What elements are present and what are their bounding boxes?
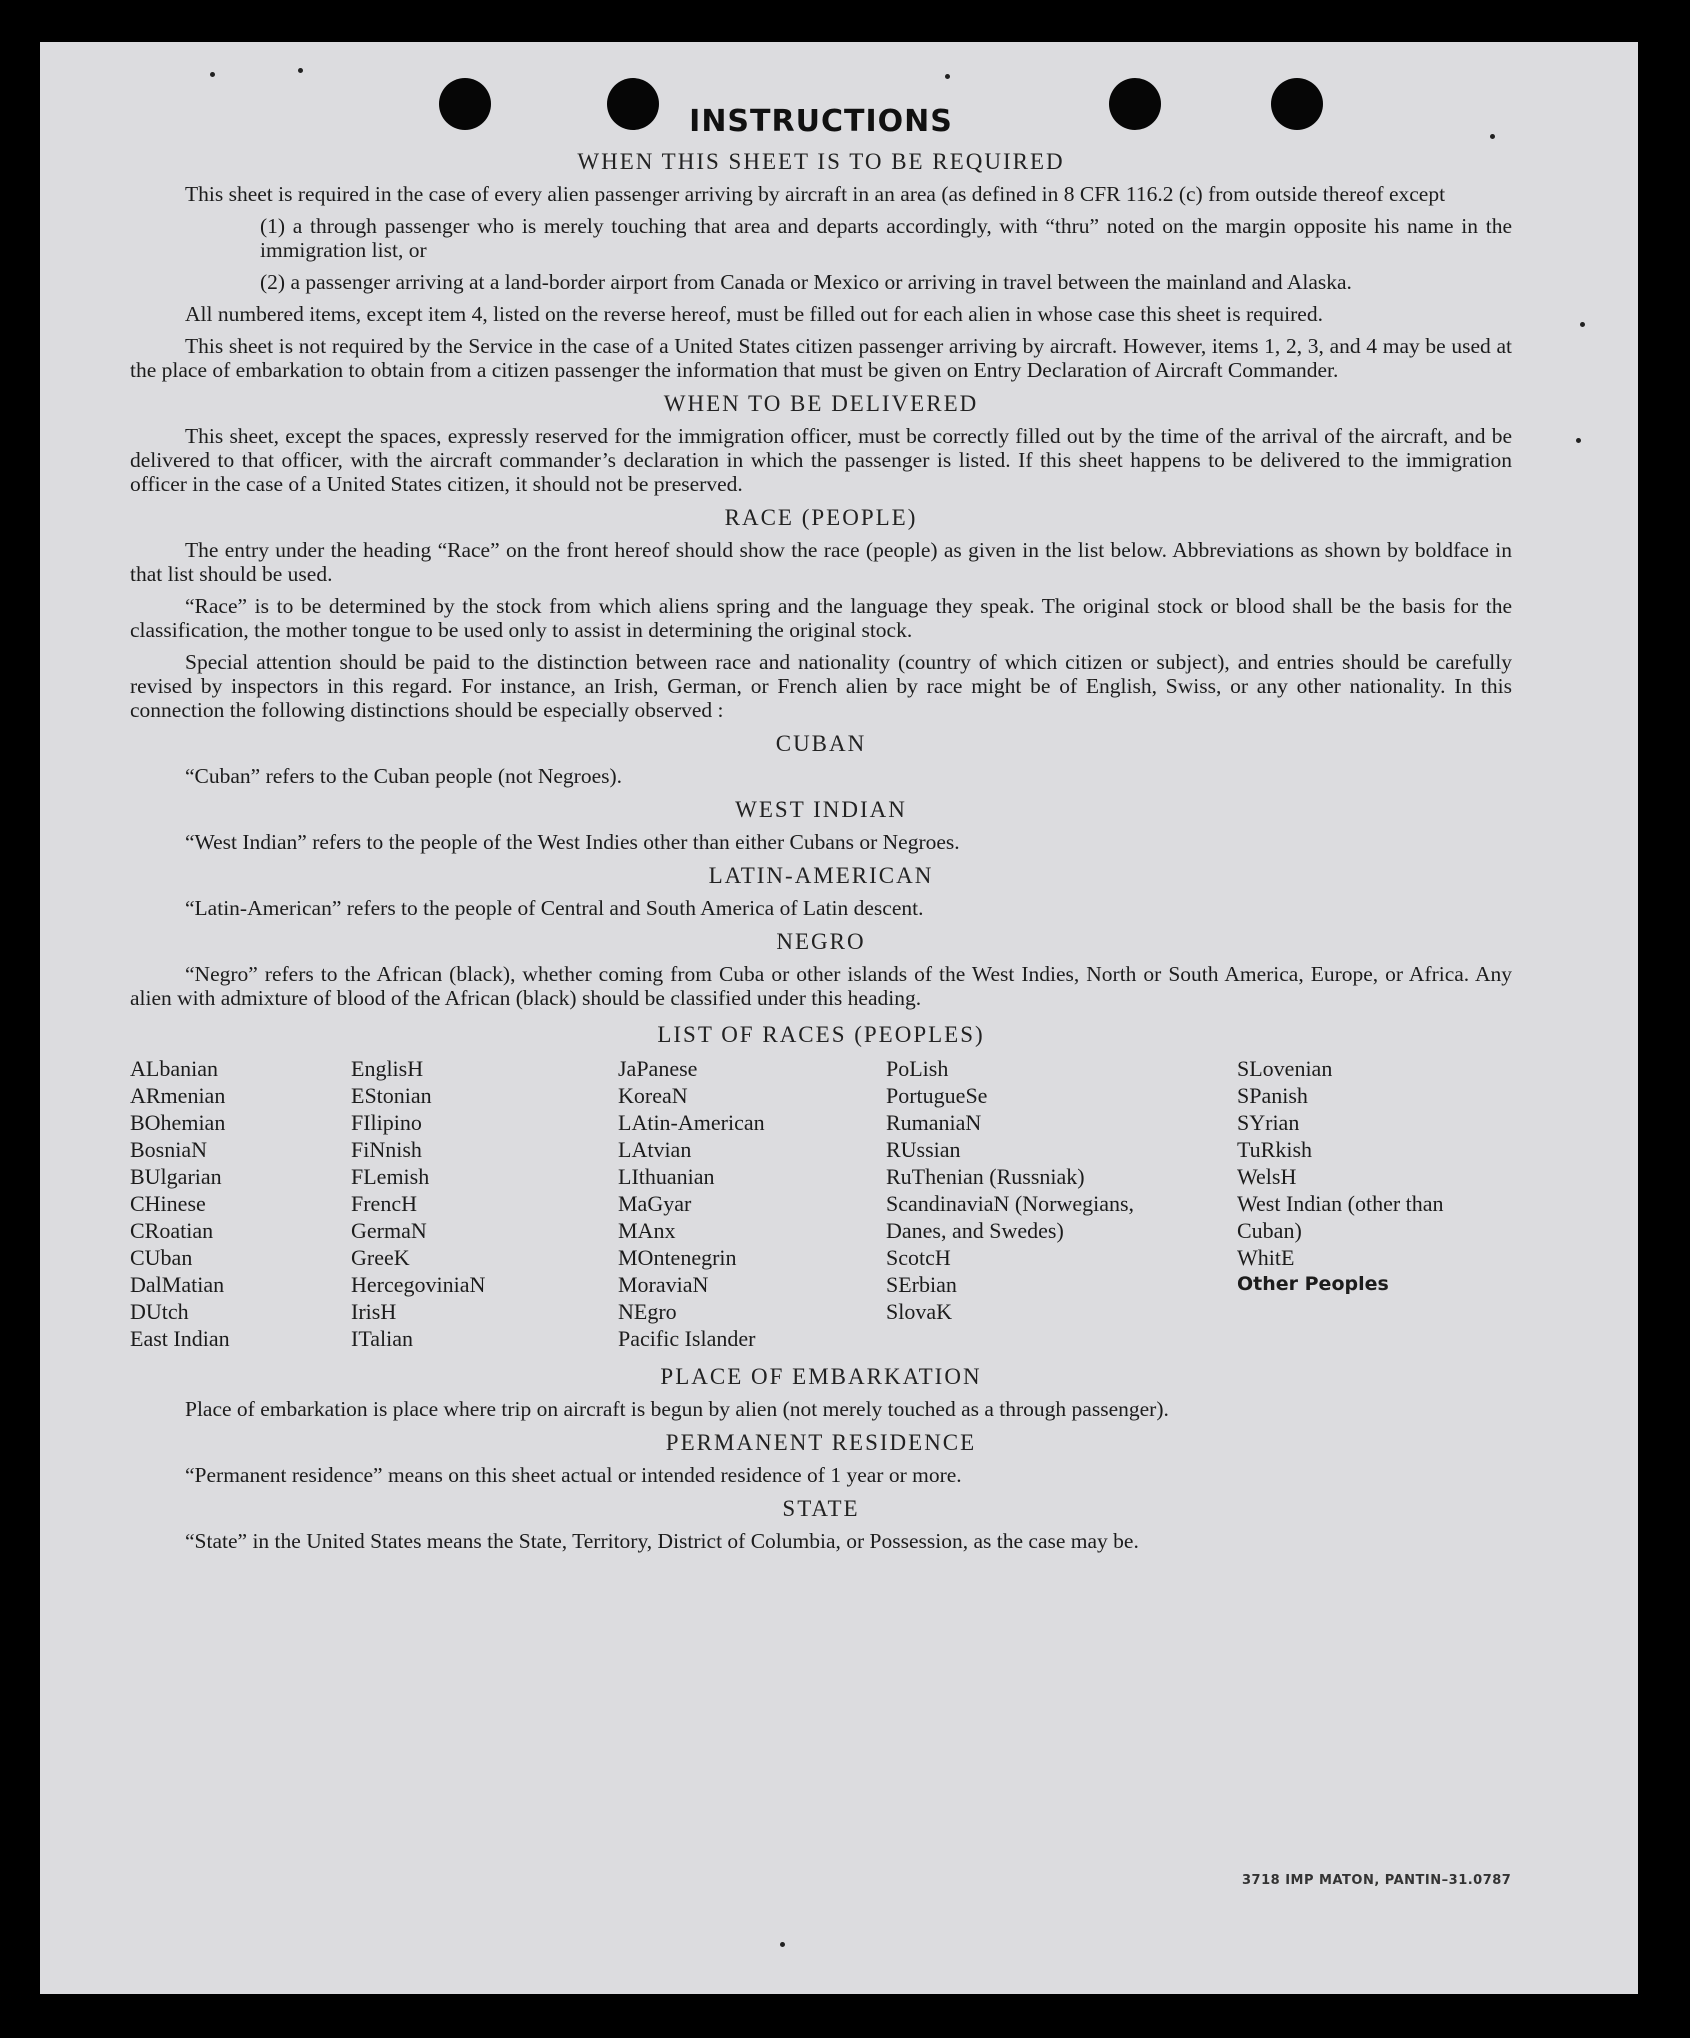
section-heading: WEST INDIAN <box>735 797 907 822</box>
race-item: BOhemian <box>130 1110 226 1135</box>
race-item: Pacific Islander <box>618 1326 756 1351</box>
race-item: MOntenegrin <box>618 1245 737 1270</box>
race-item: WhitE <box>1237 1245 1295 1270</box>
race-item: FLemish <box>351 1164 430 1189</box>
race-column <box>618 1055 886 1352</box>
race-item: ITalian <box>351 1326 413 1351</box>
race-item: FiNnish <box>351 1137 422 1162</box>
paragraph: Special attention should be paid to the distinction between race and nationality (country of which citizen or subject), and entries should be carefully revised by inspectors in this regard. For instance, an Irish, German, or French alien by race might be of English, Swiss, or any other nationality. In this connection the following distinctions should be especially observed : <box>130 650 1512 722</box>
race-item: CHinese <box>130 1191 206 1216</box>
paragraph: “State” in the United States means the State, Territory, District of Columbia, or Possession, as the case may be. <box>185 1529 1139 1553</box>
race-item: MoraviaN <box>618 1272 709 1297</box>
page-title: INSTRUCTIONS <box>689 104 953 139</box>
race-item: LIthuanian <box>618 1164 715 1189</box>
list-heading: LIST OF RACES (PEOPLES) <box>657 1022 985 1047</box>
paragraph: “Permanent residence” means on this sheet actual or intended residence of 1 year or more. <box>185 1463 962 1487</box>
paragraph: Place of embarkation is place where trip on aircraft is begun by alien (not merely touched as a through passenger). <box>185 1397 1169 1421</box>
race-item: BosniaN <box>130 1137 207 1162</box>
speck <box>1580 322 1585 327</box>
race-item: FrencH <box>351 1191 417 1216</box>
race-item: BUlgarian <box>130 1164 222 1189</box>
race-item: MaGyar <box>618 1191 692 1216</box>
race-item: JaPanese <box>618 1056 698 1081</box>
race-item: CRoatian <box>130 1218 214 1243</box>
speck <box>1576 438 1581 443</box>
paragraph: The entry under the heading “Race” on the front hereof should show the race (people) as given in the list below. Abbreviations as shown by boldface in that list should be used. <box>130 538 1512 586</box>
race-item: SYrian <box>1237 1110 1300 1135</box>
paragraph: All numbered items, except item 4, listed on the reverse hereof, must be filled out for each alien in whose case this sheet is required. <box>185 302 1323 326</box>
race-item: ARmenian <box>130 1083 226 1108</box>
race-column <box>886 1055 1237 1352</box>
section-heading: PERMANENT RESIDENCE <box>665 1430 977 1455</box>
race-item: ScandinaviaN (Norwegians, Danes, and Swedes) <box>886 1191 1135 1243</box>
printer-imprint: 3718 IMP MATON, PANTIN–31.0787 <box>1242 1873 1512 1888</box>
paragraph: This sheet is not required by the Service in the case of a United States citizen passenger arriving by aircraft. However, items 1, 2, 3, and 4 may be used at the place of embarkation to obtain from a citizen passenger the information that must be given on Entry Declaration of Aircraft Commander. <box>130 334 1512 382</box>
race-item: WelsH <box>1237 1164 1297 1189</box>
section-heading: WHEN THIS SHEET IS TO BE REQUIRED <box>577 149 1065 174</box>
instructions-body <box>130 104 1512 1561</box>
list-item: (2) a passenger arriving at a land-border airport from Canada or Mexico or arriving in travel between the mainland and Alaska. <box>260 270 1352 294</box>
race-item: West Indian (other than Cuban) <box>1237 1191 1444 1243</box>
section-heading: WHEN TO BE DELIVERED <box>663 391 979 416</box>
section-heading: STATE <box>782 1496 860 1521</box>
race-item: RumaniaN <box>886 1110 982 1135</box>
race-item: MAnx <box>618 1218 676 1243</box>
speck <box>298 68 303 73</box>
race-column <box>351 1055 618 1352</box>
race-item: SPanish <box>1237 1083 1308 1108</box>
race-item: GreeK <box>351 1245 410 1270</box>
race-item: SErbian <box>886 1272 957 1297</box>
race-item: PortugueSe <box>886 1083 988 1108</box>
race-column <box>130 1055 351 1352</box>
section-heading: CUBAN <box>775 731 867 756</box>
section-heading: LATIN-AMERICAN <box>708 863 934 888</box>
race-item: DalMatian <box>130 1272 225 1297</box>
paragraph: This sheet, except the spaces, expressly reserved for the immigration officer, must be correctly filled out by the time of the arrival of the aircraft, and be delivered to that officer, with the aircraft commander’s declaration in which the passenger is listed. If this sheet happens to be delivered to the immigration officer in the case of a United States citizen, it should not be preserved. <box>130 424 1512 496</box>
section-heading: NEGRO <box>776 929 866 954</box>
speck <box>210 72 215 77</box>
race-item: HercegoviniaN <box>351 1272 486 1297</box>
paragraph: This sheet is required in the case of every alien passenger arriving by aircraft in an area (as defined in 8 CFR 116.2 (c) from outside thereof except <box>185 182 1446 206</box>
race-item: EnglisH <box>351 1056 424 1081</box>
paragraph: “Negro” refers to the African (black), whether coming from Cuba or other islands of the West Indies, North or South America, Europe, or Africa. Any alien with admixture of blood of the African (black) should be classified under this heading. <box>130 962 1512 1010</box>
speck <box>945 74 950 79</box>
race-item: RUssian <box>886 1137 961 1162</box>
section-heading: PLACE OF EMBARKATION <box>660 1364 982 1389</box>
race-item: KoreaN <box>618 1083 688 1108</box>
paragraph: “West Indian” refers to the people of the West Indies other than either Cubans or Negroes. <box>185 830 960 854</box>
race-list <box>130 1055 1512 1352</box>
race-item: RuThenian (Russniak) <box>886 1164 1085 1189</box>
paragraph: “Latin-American” refers to the people of Central and South America of Latin descent. <box>185 896 924 920</box>
race-item: Other Peoples <box>1237 1273 1389 1295</box>
race-column <box>1237 1055 1512 1352</box>
speck <box>780 1942 785 1947</box>
race-item: PoLish <box>886 1056 949 1081</box>
list-item: (1) a through passenger who is merely touching that area and departs accordingly, with “thru” noted on the margin opposite his name in the immigration list, or <box>260 214 1512 262</box>
race-item: CUban <box>130 1245 193 1270</box>
race-item: DUtch <box>130 1299 189 1324</box>
race-item: ScotcH <box>886 1245 951 1270</box>
race-item: East Indian <box>130 1326 230 1351</box>
paragraph: “Race” is to be determined by the stock from which aliens spring and the language they speak. The original stock or blood shall be the basis for the classification, the mother tongue to be used only to assist in determining the original stock. <box>130 594 1512 642</box>
race-item: IrisH <box>351 1299 397 1324</box>
race-item: LAtvian <box>618 1137 692 1162</box>
race-item: SlovaK <box>886 1299 952 1324</box>
race-item: GermaN <box>351 1218 427 1243</box>
race-item: LAtin-American <box>618 1110 765 1135</box>
race-item: SLovenian <box>1237 1056 1333 1081</box>
race-item: FIlipino <box>351 1110 422 1135</box>
race-item: ALbanian <box>130 1056 218 1081</box>
section-heading: RACE (PEOPLE) <box>724 505 918 530</box>
paragraph: “Cuban” refers to the Cuban people (not Negroes). <box>185 764 623 788</box>
race-item: NEgro <box>618 1299 677 1324</box>
race-item: TuRkish <box>1237 1137 1313 1162</box>
race-item: EStonian <box>351 1083 432 1108</box>
